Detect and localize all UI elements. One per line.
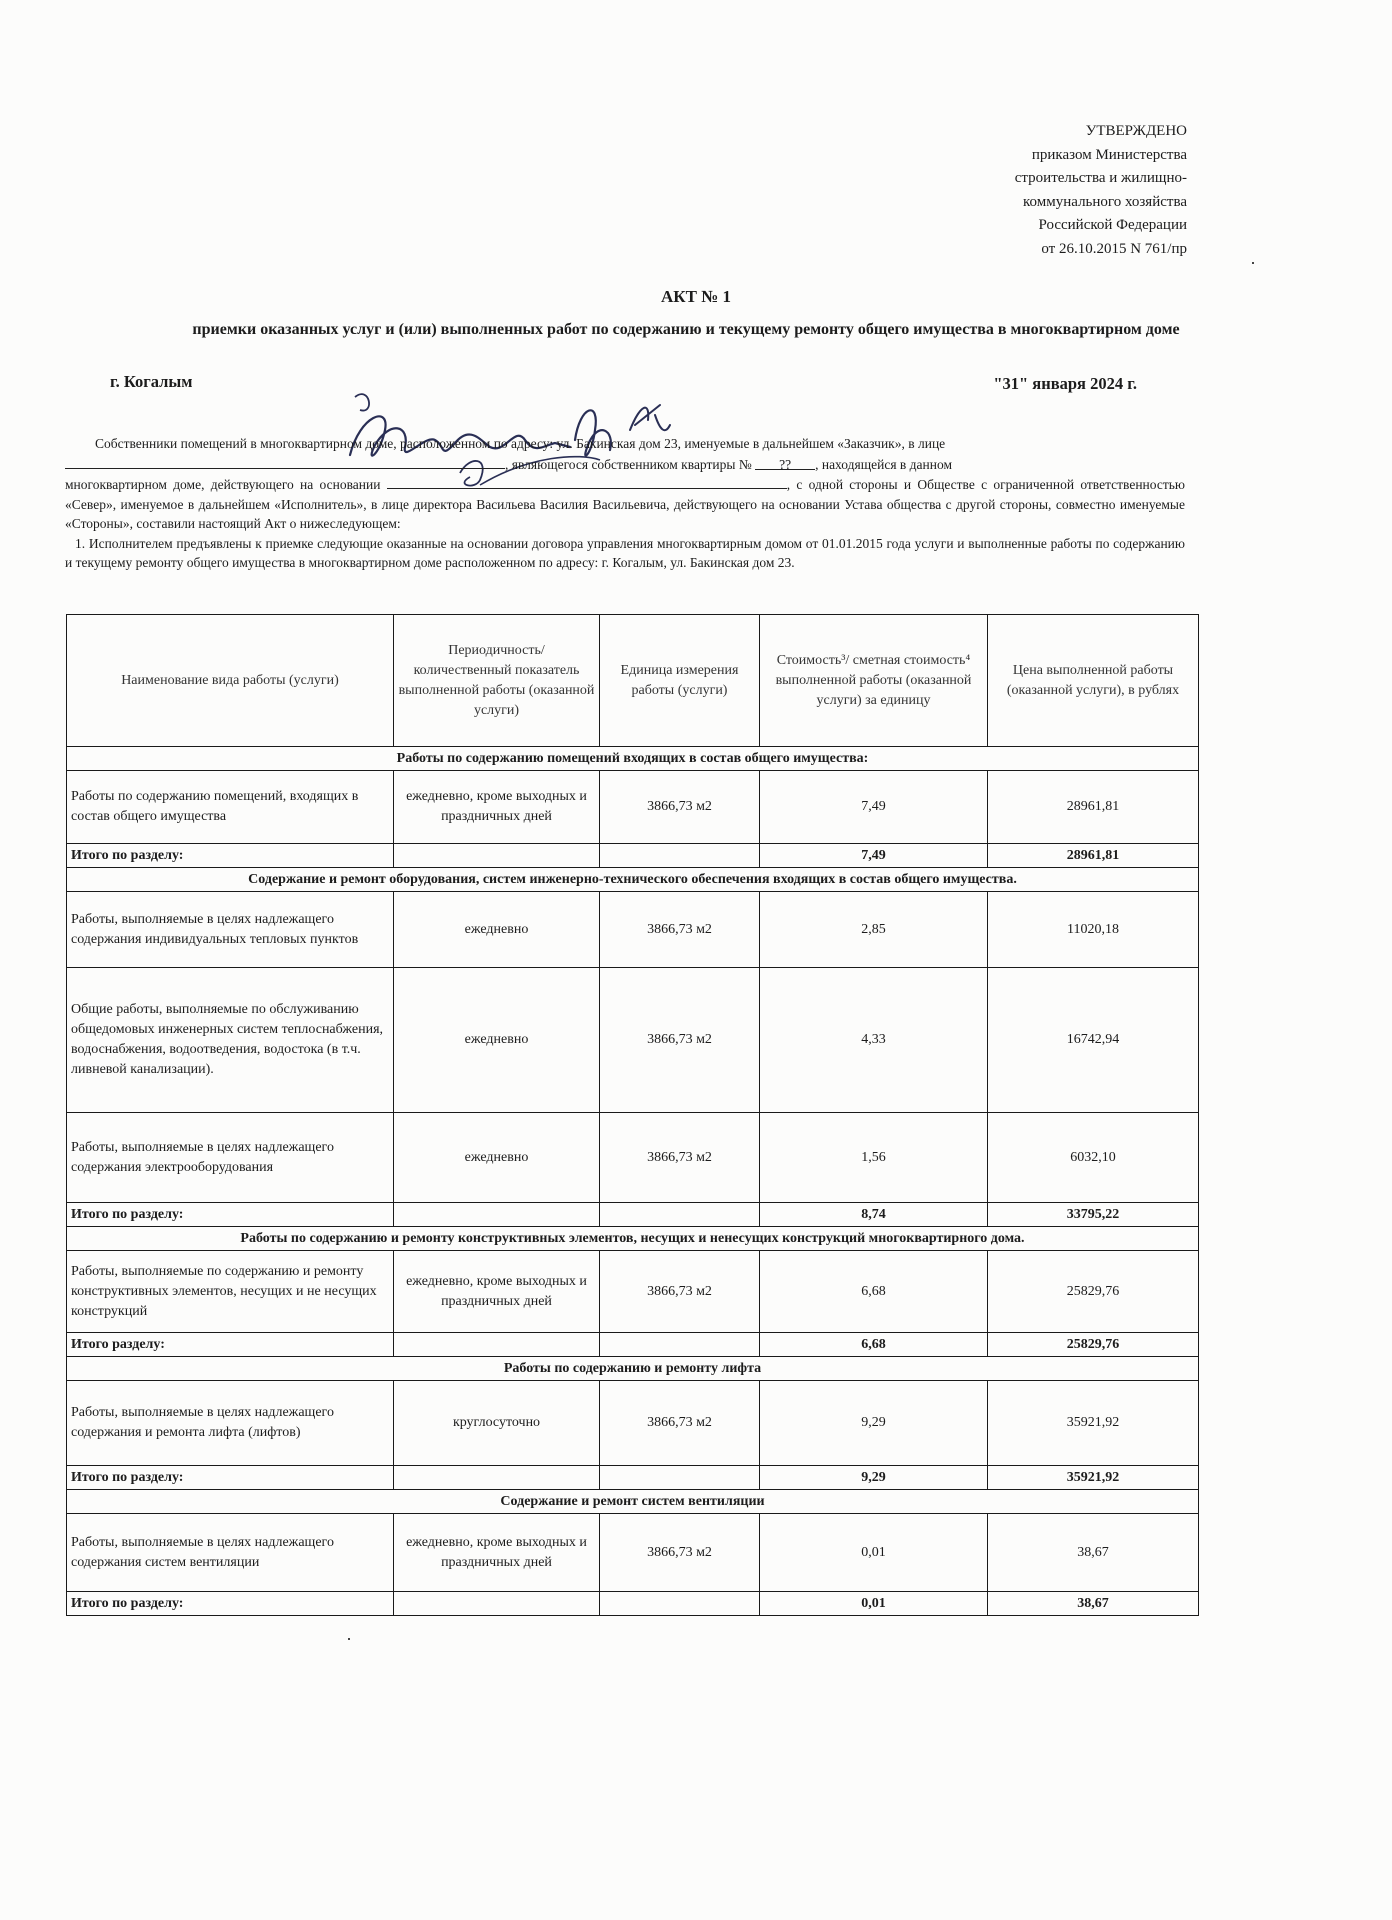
header-periodicity: Периодичность/ количественный показатель выполненной работы (оказанной услуги) — [394, 615, 600, 747]
total-empty-cell — [394, 1333, 600, 1357]
total-price: 25829,76 — [988, 1333, 1199, 1357]
total-empty-cell — [600, 1333, 760, 1357]
header-unit: Единица измерения работы (услуги) — [600, 615, 760, 747]
total-cost: 8,74 — [760, 1203, 988, 1227]
intro-paragraph — [65, 434, 1185, 573]
total-cost: 0,01 — [760, 1592, 988, 1616]
section-header-row — [67, 747, 1199, 771]
approval-line: коммунального хозяйства — [1023, 193, 1187, 210]
unit-cell: 3866,73 м2 — [600, 968, 760, 1113]
total-cost: 6,68 — [760, 1333, 988, 1357]
work-name-cell: Работы, выполняемые в целях надлежащего содержания и ремонта лифта (лифтов) — [67, 1381, 394, 1466]
table-row — [67, 968, 1199, 1113]
header-work-name: Наименование вида работы (услуги) — [67, 615, 394, 747]
total-cost: 7,49 — [760, 844, 988, 868]
approval-stamp-block — [1015, 120, 1187, 261]
intro-line-1: Собственники помещений в многоквартирном доме, расположенном по адресу: ул. Бакинская дом 23, именуемые в дальнейшем «Заказчик», в лице — [95, 436, 946, 451]
section-total-row — [67, 844, 1199, 868]
section-total-row — [67, 1203, 1199, 1227]
section-title: Работы по содержанию и ремонту конструктивных элементов, несущих и ненесущих конструкций многоквартирного дома. — [67, 1227, 1199, 1251]
cost-cell: 0,01 — [760, 1514, 988, 1592]
total-price: 35921,92 — [988, 1466, 1199, 1490]
unit-cell: 3866,73 м2 — [600, 1113, 760, 1203]
periodicity-cell: ежедневно, кроме выходных и праздничных дней — [394, 1514, 600, 1592]
section-header-row — [67, 1227, 1199, 1251]
unit-cell: 3866,73 м2 — [600, 1514, 760, 1592]
total-price: 28961,81 — [988, 844, 1199, 868]
section-total-row — [67, 1333, 1199, 1357]
table-row — [67, 1113, 1199, 1203]
representative-blank — [65, 454, 505, 469]
cost-cell: 2,85 — [760, 892, 988, 968]
table-row — [67, 892, 1199, 968]
table-header-row — [67, 615, 1199, 747]
work-name-cell: Работы по содержанию помещений, входящих в состав общего имущества — [67, 771, 394, 844]
periodicity-cell: круглосуточно — [394, 1381, 600, 1466]
cost-cell: 6,68 — [760, 1251, 988, 1333]
apartment-number: ?? — [755, 455, 815, 470]
services-table — [66, 614, 1199, 1616]
document-city: г. Когалым — [110, 372, 193, 391]
approval-line: строительства и жилищно- — [1014, 170, 1187, 186]
total-price: 33795,22 — [988, 1203, 1199, 1227]
section-header-row — [67, 868, 1199, 892]
table-row — [67, 1381, 1199, 1466]
unit-cell: 3866,73 м2 — [600, 1251, 760, 1333]
unit-cell: 3866,73 м2 — [600, 1381, 760, 1466]
intro-line-3: многоквартирном доме, действующего на основании , с одной стороны и Обществе с ограниченной ответственностью «Север», именуемое в дальнейшем «Исполнитель», в лице директора Васильева Василия Васильевича, действующего на основании Устава общества с другой стороны, совместно именуемые «Стороны», составили настоящий Акт о нижеследующем: — [65, 474, 1185, 534]
table-body — [67, 747, 1199, 1616]
approval-line: Российской Федерации — [1038, 217, 1187, 233]
work-name-cell: Работы, выполняемые в целях надлежащего содержания электрооборудования — [67, 1113, 394, 1203]
periodicity-cell: ежедневно — [394, 892, 600, 968]
section-title: Работы по содержанию и ремонту лифта — [67, 1357, 1199, 1381]
header-price: Цена выполненной работы (оказанной услуги), в рублях — [988, 615, 1199, 747]
document-date: "31" января 2024 г. — [993, 374, 1137, 393]
section-total-row — [67, 1466, 1199, 1490]
periodicity-cell: ежедневно, кроме выходных и праздничных дней — [394, 1251, 600, 1333]
price-cell: 28961,81 — [988, 771, 1199, 844]
section-title: Содержание и ремонт оборудования, систем инженерно-технического обеспечения входящих в состав общего имущества. — [67, 868, 1199, 892]
total-cost: 9,29 — [760, 1466, 988, 1490]
total-label: Итого по разделу: — [67, 1203, 394, 1227]
cost-cell: 1,56 — [760, 1113, 988, 1203]
price-cell: 35921,92 — [988, 1381, 1199, 1466]
section-title: Содержание и ремонт систем вентиляции — [67, 1490, 1199, 1514]
periodicity-cell: ежедневно, кроме выходных и праздничных дней — [394, 771, 600, 844]
total-label: Итого по разделу: — [67, 844, 394, 868]
total-empty-cell — [394, 844, 600, 868]
table-row — [67, 1514, 1199, 1592]
total-label: Итого по разделу: — [67, 1592, 394, 1616]
price-cell: 38,67 — [988, 1514, 1199, 1592]
periodicity-cell: ежедневно — [394, 1113, 600, 1203]
section-header-row — [67, 1490, 1199, 1514]
total-empty-cell — [600, 1592, 760, 1616]
document-title: АКТ № 1 — [660, 287, 732, 306]
section-title: Работы по содержанию помещений входящих в состав общего имущества: — [67, 747, 1199, 771]
work-name-cell: Работы, выполняемые по содержанию и ремонту конструктивных элементов, несущих и не несущих конструкций — [67, 1251, 394, 1333]
document-subtitle: приемки оказанных услуг и (или) выполненных работ по содержанию и текущему ремонту общего имущества в многоквартирном доме — [192, 321, 1180, 338]
cost-cell: 9,29 — [760, 1381, 988, 1466]
work-name-cell: Общие работы, выполняемые по обслуживанию общедомовых инженерных систем теплоснабжения, водоснабжения, водоотведения, водостока (в т.ч. ливневой канализации). — [67, 968, 394, 1113]
approval-line: УТВЕРЖДЕНО — [1085, 123, 1187, 139]
cost-cell: 7,49 — [760, 771, 988, 844]
periodicity-cell: ежедневно — [394, 968, 600, 1113]
total-empty-cell — [600, 844, 760, 868]
approval-line: приказом Министерства — [1031, 146, 1187, 163]
work-name-cell: Работы, выполняемые в целях надлежащего содержания индивидуальных тепловых пунктов — [67, 892, 394, 968]
price-cell: 11020,18 — [988, 892, 1199, 968]
intro-line-2: , являющегося собственником квартиры № ?? , находящейся в данном — [65, 454, 1185, 475]
unit-cell: 3866,73 м2 — [600, 892, 760, 968]
total-empty-cell — [394, 1466, 600, 1490]
scan-speck — [348, 1638, 350, 1640]
approval-line: от 26.10.2015 N 761/пр — [1041, 240, 1187, 257]
price-cell: 25829,76 — [988, 1251, 1199, 1333]
work-name-cell: Работы, выполняемые в целях надлежащего содержания систем вентиляции — [67, 1514, 394, 1592]
unit-cell: 3866,73 м2 — [600, 771, 760, 844]
section-header-row — [67, 1357, 1199, 1381]
total-empty-cell — [394, 1592, 600, 1616]
total-empty-cell — [600, 1203, 760, 1227]
header-cost: Стоимость³/ сметная стоимость⁴ выполненной работы (оказанной услуги) за единицу — [760, 615, 988, 747]
total-price: 38,67 — [988, 1592, 1199, 1616]
total-label: Итого разделу: — [67, 1333, 394, 1357]
scan-speck — [1252, 262, 1254, 264]
total-label: Итого по разделу: — [67, 1466, 394, 1490]
total-empty-cell — [600, 1466, 760, 1490]
table-row — [67, 771, 1199, 844]
price-cell: 6032,10 — [988, 1113, 1199, 1203]
price-cell: 16742,94 — [988, 968, 1199, 1113]
section-total-row — [67, 1592, 1199, 1616]
total-empty-cell — [394, 1203, 600, 1227]
table-row — [67, 1251, 1199, 1333]
clause-1: 1. Исполнителем предъявлены к приемке следующие оказанные на основании договора управления многоквартирным домом от 01.01.2015 года услуги и выполненные работы по содержанию и текущему ремонту общего имущества в многоквартирном доме расположенном по адресу: г. Когалым, ул. Бакинская дом 23. — [65, 535, 1185, 570]
basis-blank — [387, 474, 787, 489]
cost-cell: 4,33 — [760, 968, 988, 1113]
